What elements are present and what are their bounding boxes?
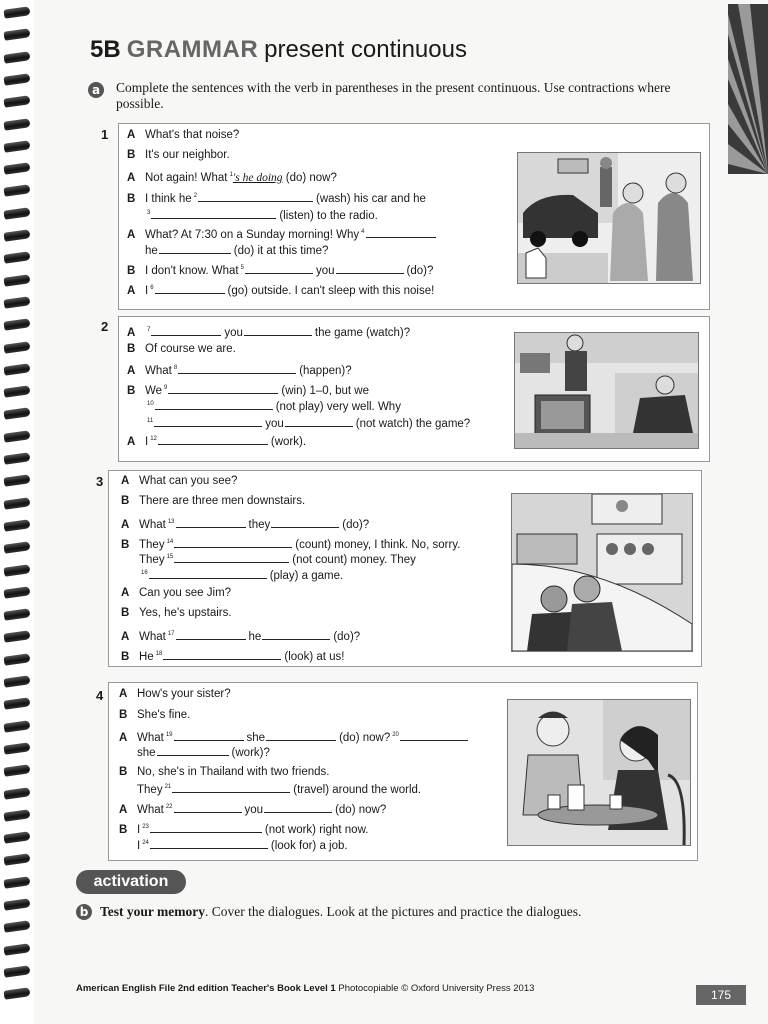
spiral-coil	[4, 296, 31, 309]
answer-blank[interactable]	[150, 837, 268, 849]
dialogue-text: (work).	[270, 435, 307, 448]
dialogue-line	[119, 780, 421, 797]
dialogue-text: she	[246, 731, 266, 744]
dialogue-text: he	[248, 630, 262, 643]
dialogue-text: (work)?	[231, 747, 270, 759]
speaker-label: A	[121, 630, 130, 643]
dialogue-text: (do) it at this time?	[233, 245, 329, 257]
dialogue-text: What? At 7:30 on a Sunday morning! Why	[145, 228, 360, 241]
answer-blank[interactable]	[151, 324, 221, 336]
dialogue-line	[127, 323, 410, 340]
gap-number: 6	[150, 285, 154, 291]
dialogue-line	[119, 728, 471, 745]
spiral-coil	[4, 742, 31, 755]
exercise-box-4	[108, 682, 698, 861]
dialogue-line	[121, 515, 369, 532]
answer-blank[interactable]	[155, 282, 225, 294]
dialogue-text: (not work) right now.	[264, 823, 369, 836]
answer-blank[interactable]	[172, 781, 290, 793]
dialogue-text: (happen)?	[299, 364, 352, 377]
exercise-number-2: 2	[101, 319, 109, 334]
dialogue-text: They	[139, 553, 165, 566]
answer-blank[interactable]	[157, 744, 229, 756]
answer-blank[interactable]	[400, 729, 468, 741]
gap-number: 7	[147, 327, 151, 333]
exercise-box-3	[108, 470, 702, 667]
spiral-coil	[4, 95, 31, 108]
spiral-coil	[4, 162, 31, 175]
dialogue-text: She's fine.	[137, 709, 191, 721]
spiral-coil	[4, 6, 31, 19]
speaker-label: A	[119, 731, 128, 744]
dialogue-text: I	[145, 435, 149, 448]
answer-blank[interactable]	[168, 382, 278, 394]
dialogue-text: What	[139, 518, 166, 531]
dialogue-text: We	[145, 384, 163, 397]
dialogue-text: the game (watch)?	[314, 326, 411, 339]
example-answer: 's he doing	[232, 171, 283, 184]
spiral-coil	[4, 318, 31, 331]
page-number: 175	[696, 985, 746, 1005]
activation-label: activation	[76, 870, 186, 894]
spiral-coil	[4, 586, 31, 599]
exercise-badge-b: b	[76, 904, 92, 920]
dialogue-text: What	[139, 630, 166, 643]
answer-blank[interactable]	[178, 362, 296, 374]
spiral-coil	[4, 252, 31, 265]
dialogue-line	[127, 168, 337, 185]
spiral-coil	[4, 787, 31, 800]
picture-men-in-car-watching	[511, 493, 693, 652]
answer-blank[interactable]	[198, 190, 313, 202]
dialogue-line	[127, 414, 470, 431]
speaker-label: B	[119, 766, 128, 778]
dialogue-text: (look for) a job.	[270, 839, 348, 852]
dialogue-line	[121, 647, 344, 664]
spiral-coil	[4, 720, 31, 733]
spiral-coil	[4, 73, 31, 86]
speaker-label: B	[119, 709, 128, 721]
answer-blank[interactable]	[149, 567, 267, 579]
answer-blank[interactable]	[159, 242, 231, 254]
spiral-coil	[4, 385, 31, 398]
dialogue-text: Yes, he's upstairs.	[139, 607, 232, 619]
spiral-coil	[4, 564, 31, 577]
dialogue-text: (wash) his car and he	[316, 192, 426, 205]
footer-copyright: Photocopiable © Oxford University Press 2013	[335, 983, 535, 994]
gap-number: 24	[142, 840, 149, 846]
dialogue-text: They	[139, 538, 165, 551]
spiral-coil	[4, 631, 31, 644]
speaker-label: B	[127, 192, 136, 205]
spiral-coil	[4, 541, 31, 554]
spiral-coil	[4, 965, 31, 978]
spiral-coil	[4, 876, 31, 889]
speaker-label: B	[127, 149, 136, 161]
dialogue-line	[121, 627, 360, 644]
answer-blank[interactable]	[336, 262, 404, 274]
answer-blank[interactable]	[154, 415, 262, 427]
gap-number: 10	[147, 401, 154, 407]
exercise-badge-a: a	[88, 82, 104, 98]
instruction-a	[88, 80, 698, 112]
dialogue-text: (do) now?	[339, 731, 391, 744]
dialogue-text: No, she's in Thailand with two friends.	[137, 766, 330, 778]
dialogue-text: she	[137, 747, 156, 759]
spiral-binding	[0, 0, 34, 1024]
grammar-topic: present continuous	[264, 36, 467, 63]
exercise-box-2	[118, 316, 710, 462]
dialogue-line	[121, 494, 305, 508]
answer-blank[interactable]	[176, 516, 246, 528]
speaker-label: A	[127, 435, 136, 448]
answer-blank[interactable]	[174, 551, 289, 563]
page-title	[90, 36, 467, 64]
dialogue-text: they	[248, 518, 271, 531]
speaker-label: A	[127, 129, 136, 141]
answer-blank[interactable]	[285, 415, 353, 427]
dialogue-line	[127, 148, 230, 162]
answer-blank[interactable]	[366, 226, 436, 238]
gap-number: 18	[155, 651, 163, 657]
dialogue-text: (do) now?	[282, 171, 337, 184]
exercise-box-1	[118, 123, 710, 310]
dialogue-line	[127, 128, 239, 142]
dialogue-line	[119, 800, 386, 817]
dialogue-line	[121, 566, 343, 583]
speaker-label: A	[119, 803, 128, 816]
picture-neighbor-washing-car	[517, 152, 701, 284]
speaker-label: B	[119, 823, 128, 836]
dialogue-line	[121, 550, 416, 567]
dialogue-text: It's our neighbor.	[145, 149, 230, 161]
speaker-label: A	[119, 688, 128, 700]
spiral-coil	[4, 519, 31, 532]
instruction-b-text: . Cover the dialogues. Look at the pictures and practice the dialogues.	[205, 904, 582, 919]
dialogue-text: (listen) to the radio.	[279, 209, 378, 222]
answer-blank[interactable]	[244, 324, 312, 336]
speaker-label: B	[121, 650, 130, 663]
speaker-label: B	[121, 495, 130, 507]
gap-number: 19	[165, 732, 173, 738]
dialogue-line	[127, 225, 439, 242]
spiral-coil	[4, 809, 31, 822]
exercise-number-3: 3	[96, 474, 104, 489]
gap-number: 23	[142, 824, 149, 830]
spiral-coil	[4, 363, 31, 376]
dialogue-line	[119, 687, 231, 701]
dialogue-line	[127, 432, 306, 449]
spiral-coil	[4, 653, 31, 666]
speaker-label: B	[127, 264, 136, 277]
speaker-label: A	[121, 475, 130, 487]
answer-blank[interactable]	[264, 801, 332, 813]
dialogue-text: Not again! What	[145, 171, 228, 184]
spiral-coil	[4, 452, 31, 465]
gap-number: 13	[167, 519, 175, 525]
answer-blank[interactable]	[271, 516, 339, 528]
dialogue-text: (do)?	[406, 264, 434, 277]
dialogue-line	[127, 397, 401, 414]
footer-credit	[76, 983, 534, 994]
spiral-coil	[4, 341, 31, 354]
dialogue-text: I don't know. What	[145, 264, 239, 277]
gap-number: 15	[166, 554, 174, 560]
dialogue-text: He	[139, 650, 154, 663]
spiral-coil	[4, 698, 31, 711]
spiral-coil	[4, 29, 31, 42]
exercise-number-4: 4	[96, 688, 104, 703]
dialogue-text: (do) now?	[335, 803, 387, 816]
dialogue-text: What	[145, 364, 172, 377]
answer-blank[interactable]	[245, 262, 313, 274]
dialogue-text: They	[137, 783, 163, 796]
spiral-coil	[4, 497, 31, 510]
speaker-label: A	[127, 326, 136, 339]
speaker-label: A	[127, 228, 136, 241]
dialogue-text: What's that noise?	[145, 129, 240, 141]
dialogue-line	[119, 820, 368, 837]
spiral-coil	[4, 185, 31, 198]
dialogue-line	[121, 606, 232, 620]
dialogue-text: (not play) very well. Why	[275, 400, 401, 413]
instruction-b	[76, 904, 581, 920]
spiral-coil	[4, 943, 31, 956]
answer-blank[interactable]	[262, 628, 330, 640]
spiral-coil	[4, 764, 31, 777]
speaker-label: B	[121, 607, 130, 619]
spiral-coil	[4, 51, 31, 64]
dialogue-text: (play) a game.	[269, 569, 344, 582]
dialogue-line	[121, 586, 231, 600]
dialogue-line	[121, 474, 237, 488]
spiral-coil	[4, 274, 31, 287]
spiral-coil	[4, 608, 31, 621]
dialogue-text: you	[265, 417, 284, 430]
gap-number: 14	[166, 539, 174, 545]
spiral-coil	[4, 475, 31, 488]
spiral-coil	[4, 207, 31, 220]
dialogue-text: What	[137, 731, 164, 744]
gap-number: 22	[165, 804, 173, 810]
dialogue-line	[119, 765, 329, 779]
speaker-label: B	[121, 538, 130, 551]
spiral-coil	[4, 675, 31, 688]
gap-number: 11	[147, 418, 154, 424]
dialogue-text: you	[315, 264, 335, 277]
dialogue-text: I think he	[145, 192, 192, 205]
dialogue-text: There are three men downstairs.	[139, 495, 306, 507]
dialogue-line	[127, 342, 236, 356]
dialogue-text: I	[137, 839, 141, 852]
dialogue-text: I	[145, 284, 149, 297]
spiral-coil	[4, 408, 31, 421]
dialogue-text: I	[137, 823, 141, 836]
dialogue-text: (do)?	[333, 630, 361, 643]
gap-number: 20	[392, 732, 399, 738]
speaker-label: A	[127, 284, 136, 297]
dialogue-text: (travel) around the world.	[293, 783, 422, 796]
speaker-label: A	[127, 364, 136, 377]
dialogue-text: (look) at us!	[284, 650, 345, 663]
spiral-coil	[4, 831, 31, 844]
speaker-label: B	[127, 384, 136, 397]
footer-book-title: American English File 2nd edition Teacher's Book Level 1	[76, 983, 336, 994]
answer-blank[interactable]	[174, 536, 292, 548]
dialogue-text: Can you see Jim?	[139, 587, 232, 599]
dialogue-line	[127, 281, 434, 298]
gap-number: 17	[167, 631, 175, 637]
instruction-a-text: Complete the sentences with the verb in parentheses in the present continuous. Use contractions where possible.	[116, 80, 671, 111]
corner-sunburst-graphic	[728, 4, 768, 174]
spiral-coil	[4, 118, 31, 131]
gap-number: 2	[193, 193, 198, 199]
gap-number: 9	[164, 385, 168, 391]
spiral-coil	[4, 898, 31, 911]
dialogue-line	[119, 708, 190, 722]
answer-blank[interactable]	[174, 801, 242, 813]
dialogue-text: you	[244, 803, 264, 816]
picture-couple-in-cafe	[507, 699, 691, 846]
dialogue-text: (win) 1–0, but we	[281, 384, 369, 397]
answer-blank[interactable]	[158, 433, 268, 445]
speaker-label: B	[127, 343, 136, 355]
dialogue-line	[127, 189, 426, 206]
gap-number: 16	[141, 570, 148, 576]
dialogue-line	[127, 261, 433, 278]
dialogue-text: (do)?	[342, 518, 370, 531]
exercise-number-1: 1	[101, 127, 109, 142]
gap-number: 4	[361, 229, 365, 235]
spiral-coil	[4, 921, 31, 934]
dialogue-text: (not watch) the game?	[355, 417, 471, 430]
gap-number: 3	[147, 210, 151, 216]
dialogue-text: he	[145, 245, 158, 257]
answer-blank[interactable]	[266, 729, 336, 741]
spiral-coil	[4, 140, 31, 153]
dialogue-line	[127, 206, 378, 223]
dialogue-text: (go) outside. I can't sleep with this noise!	[227, 284, 435, 297]
dialogue-line	[127, 242, 328, 258]
dialogue-text: (not count) money. They	[292, 553, 416, 566]
spiral-coil	[4, 987, 31, 1000]
answer-blank[interactable]	[155, 398, 273, 410]
gap-number: 21	[164, 784, 172, 790]
answer-blank[interactable]	[174, 729, 244, 741]
gap-number: 1	[229, 172, 233, 178]
answer-blank[interactable]	[150, 821, 262, 833]
dialogue-line	[127, 361, 352, 378]
answer-blank[interactable]	[151, 207, 276, 219]
dialogue-text: (count) money, I think. No, sorry.	[295, 538, 461, 551]
answer-blank[interactable]	[163, 648, 281, 660]
speaker-label: A	[121, 587, 130, 599]
answer-blank[interactable]	[176, 628, 246, 640]
dialogue-text: What	[137, 803, 164, 816]
section-label: GRAMMAR	[126, 36, 259, 63]
speaker-label: A	[121, 518, 130, 531]
gap-number: 5	[240, 265, 244, 271]
dialogue-line	[127, 381, 369, 398]
spiral-coil	[4, 854, 31, 867]
dialogue-text: Of course we are.	[145, 343, 236, 355]
spiral-coil	[4, 430, 31, 443]
instruction-b-bold: Test your memory	[100, 904, 205, 919]
unit-code: 5B	[90, 36, 121, 63]
dialogue-text: How's your sister?	[137, 688, 231, 700]
gap-number: 8	[173, 365, 178, 371]
speaker-label: A	[127, 171, 136, 184]
dialogue-text: What can you see?	[139, 475, 238, 487]
dialogue-text: you	[224, 326, 243, 339]
dialogue-line	[119, 836, 348, 853]
gap-number: 12	[150, 436, 157, 442]
dialogue-line	[119, 744, 270, 760]
spiral-coil	[4, 229, 31, 242]
picture-office-football-game	[514, 332, 699, 449]
